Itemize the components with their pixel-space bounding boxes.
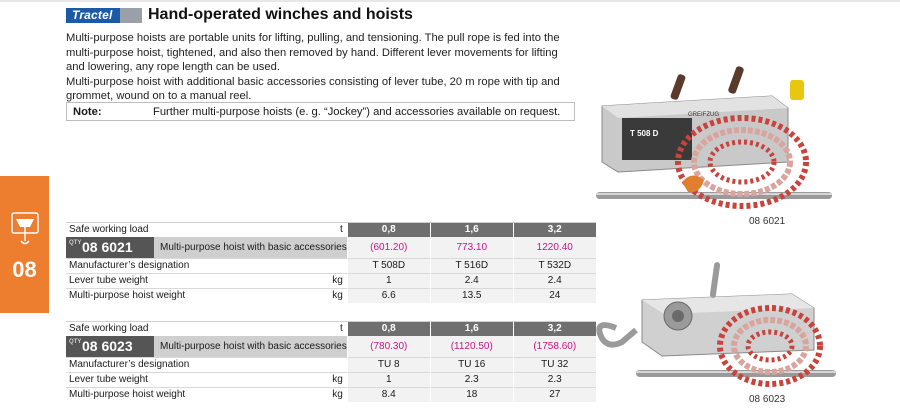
header-value: 0,8 — [347, 223, 430, 238]
price-cell: (601.20) — [347, 237, 430, 259]
header-label: Safe working load — [66, 322, 331, 337]
price-cell: 773.10 — [430, 237, 513, 259]
row-unit: kg — [331, 274, 347, 289]
row-value: 1 — [347, 274, 430, 289]
description-paragraph: Multi-purpose hoist with additional basic accessories consisting of lever tube, 20 m rope with tip and grommet, wound on to a manual reel. — [66, 75, 560, 102]
row-value: 24 — [513, 289, 596, 304]
row-value: 2.3 — [513, 373, 596, 388]
top-rule — [0, 0, 900, 2]
price-cell: (1120.50) — [430, 336, 513, 358]
article-number: 08 6021 — [82, 239, 133, 255]
spec-table — [66, 222, 596, 303]
table-row — [66, 373, 596, 388]
row-unit — [331, 358, 347, 373]
header-value: 3,2 — [513, 223, 596, 238]
row-label: Lever tube weight — [66, 274, 331, 289]
image-caption: 08 6021 — [749, 216, 786, 227]
row-value: TU 32 — [513, 358, 596, 373]
product-image-hoist-tu — [592, 258, 840, 390]
hoist-model-label: T 508 D — [630, 129, 659, 138]
article-cell — [66, 336, 347, 358]
article-cell — [66, 237, 347, 259]
qty-label: QTY — [69, 339, 82, 345]
description — [66, 31, 578, 104]
price-cell: (780.30) — [347, 336, 430, 358]
article-description: Multi-purpose hoist with basic accessories — [160, 341, 347, 352]
section-number: 08 — [12, 257, 37, 282]
table-row — [66, 289, 596, 304]
header-value: 3,2 — [513, 322, 596, 337]
hoist-icon — [10, 211, 40, 247]
row-value: 8.4 — [347, 388, 430, 403]
row-value: 2.3 — [430, 373, 513, 388]
row-value: 13.5 — [430, 289, 513, 304]
row-label: Lever tube weight — [66, 373, 331, 388]
header-value: 0,8 — [347, 322, 430, 337]
article-number-badge — [66, 237, 154, 258]
row-unit: kg — [331, 388, 347, 403]
row-unit — [331, 259, 347, 274]
row-unit: kg — [331, 373, 347, 388]
note-label: Note: — [73, 106, 102, 118]
article-number: 08 6023 — [82, 338, 133, 354]
table-row — [66, 388, 596, 403]
description-paragraph: Multi-purpose hoists are portable units for lifting, pulling, and tensioning. The pull rope is fed into the multi-purpose hoist, tightened, and also then removed by hand. Different lever movements for lifting and lowering, any rope length can be used. — [66, 32, 560, 73]
row-value: T 508D — [347, 259, 430, 274]
price-cell: (1758.60) — [513, 336, 596, 358]
row-value: 1 — [347, 373, 430, 388]
article-number-badge — [66, 336, 154, 357]
row-value: T 532D — [513, 259, 596, 274]
table-row — [66, 274, 596, 289]
row-value: 6.6 — [347, 289, 430, 304]
brand-logo-text: Tractel — [72, 8, 113, 22]
table-header-row — [66, 322, 596, 337]
note-box — [66, 102, 575, 121]
article-row — [66, 237, 596, 259]
row-label: Multi-purpose hoist weight — [66, 388, 331, 403]
header-label: Safe working load — [66, 223, 331, 238]
image-caption: 08 6023 — [749, 394, 786, 405]
row-label: Manufacturer’s designation — [66, 259, 331, 274]
qty-label: QTY — [69, 240, 82, 246]
spec-table — [66, 321, 596, 402]
row-value: 2.4 — [513, 274, 596, 289]
header-value: 1,6 — [430, 322, 513, 337]
row-value: T 516D — [430, 259, 513, 274]
header-unit: t — [331, 223, 347, 238]
brand-logo-badge — [120, 8, 142, 23]
row-value: TU 8 — [347, 358, 430, 373]
brand-logo — [66, 8, 142, 23]
row-label: Multi-purpose hoist weight — [66, 289, 331, 304]
table-header-row — [66, 223, 596, 238]
table-row — [66, 358, 596, 373]
price-cell: 1220.40 — [513, 237, 596, 259]
table-row — [66, 259, 596, 274]
section-tab — [0, 176, 49, 313]
page-title: Hand-operated winches and hoists — [148, 6, 413, 23]
article-description: Multi-purpose hoist with basic accessories — [160, 242, 347, 253]
header-value: 1,6 — [430, 223, 513, 238]
row-label: Manufacturer’s designation — [66, 358, 331, 373]
row-value: 27 — [513, 388, 596, 403]
row-value: 2.4 — [430, 274, 513, 289]
row-value: TU 16 — [430, 358, 513, 373]
row-value: 18 — [430, 388, 513, 403]
article-row — [66, 336, 596, 358]
note-text: Further multi-purpose hoists (e. g. “Jockey”) and accessories available on request. — [153, 106, 561, 118]
product-image-hoist-t508d — [592, 62, 834, 214]
header-unit: t — [331, 322, 347, 337]
row-unit: kg — [331, 289, 347, 304]
hoist-brand-label: GREIFZUG — [688, 112, 719, 118]
